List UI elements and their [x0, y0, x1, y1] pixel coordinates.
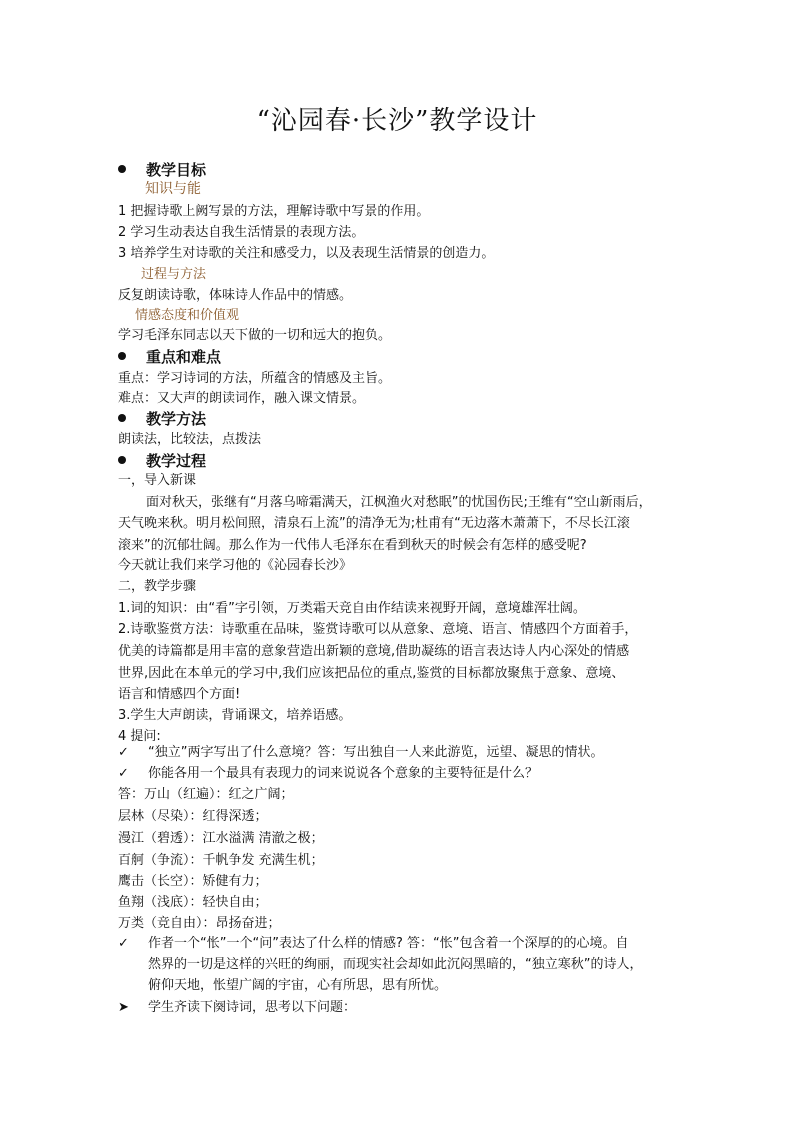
question-3-line-2: 然界的一切是这样的兴旺的绚丽，而现实社会却如此沉闷黑暗的，“独立寒秋”的诗人，	[148, 957, 643, 972]
answer-line: 层林（尽染）：红得深透；	[118, 809, 268, 824]
step-1: 1.词的知识：由“看”字引领，万类霜天竞自由作结读来视野开阔，意境雄浑壮阔。	[118, 601, 586, 616]
key-point-text: 重点：学习诗词的方法，所蕴含的情感及主旨。	[118, 371, 392, 386]
final-instruction: 学生齐读下阕诗词，思考以下问题：	[148, 1000, 357, 1015]
answer-line: 鱼翔（浅底）：轻快自由；	[118, 895, 268, 910]
answer-line: 漫江（碧透）：江水溢满 清澈之极；	[118, 831, 324, 846]
section-process	[118, 451, 206, 471]
answer-line: 万类（竞自由）：昂扬奋进；	[118, 916, 281, 931]
bullet-dot-icon	[118, 456, 126, 464]
intro-line-3: 滚来”的沉郁壮阔。那么作为一代伟人毛泽东在看到秋天的时候会有怎样的感受呢?	[118, 538, 587, 553]
part-two-heading: 二，教学步骤	[118, 579, 197, 594]
subheading-knowledge: 知识与能	[145, 181, 201, 197]
question-3-line-1: 作者一个“怅”一个“问”表达了什么样的情感? 答：“怅”包含着一个深厚的的心境。自	[148, 936, 629, 951]
goal-item-3: 3 培养学生对诗歌的关注和感受力，以及表现生活情景的创造力。	[118, 246, 495, 261]
bullet-dot-icon	[118, 414, 126, 422]
step-2-line-3: 世界,因此在本单元的学习中,我们应该把品位的重点,鉴赏的目标都放聚焦于意象、意境、	[118, 666, 625, 681]
attitude-text: 学习毛泽东同志以天下做的一切和远大的抱负。	[118, 328, 392, 343]
part-one-heading: 一，导入新课	[118, 473, 197, 488]
step-2-line-1: 2.诗歌鉴赏方法：诗歌重在品味，鉴赏诗歌可以从意象、意境、语言、情感四个方面着手，	[118, 622, 638, 637]
subheading-attitude: 情感态度和价值观	[135, 308, 240, 323]
section-key-points	[118, 347, 221, 367]
methods-text: 朗读法，比较法，点拨法	[118, 432, 262, 447]
section-heading: 教学方法	[146, 410, 207, 428]
question-3-line-3: 俯仰天地，怅望广阔的宇宙，心有所思，思有所忧。	[148, 978, 448, 993]
check-mark-icon: ✓	[118, 766, 129, 781]
answer-line: 鹰击（长空）：矫健有力；	[118, 874, 268, 889]
intro-line-1: 面对秋天，张继有“月落乌啼霜满天，江枫渔火对愁眠”的忧国伤民;王维有“空山新雨后，	[146, 495, 652, 510]
difficulty-text: 难点：又大声的朗读词作，融入课文情景。	[118, 391, 366, 406]
step-3: 3.学生大声朗读，背诵课文，培养语感。	[118, 708, 352, 723]
intro-line-4: 今天就让我们来学习他的《沁园春长沙》	[118, 558, 353, 573]
answer-line: 答：万山（红遍）：红之广阔；	[118, 787, 294, 802]
section-heading: 重点和难点	[146, 348, 222, 366]
answer-line: 百舸（争流）：千帆争发 充满生机；	[118, 853, 324, 868]
section-heading: 教学目标	[146, 161, 207, 179]
arrow-bullet-icon: ➤	[118, 1000, 129, 1015]
goal-item-1: 1 把握诗歌上阙写景的方法，理解诗歌中写景的作用。	[118, 204, 430, 219]
question-1: “独立”两字写出了什么意境？答：写出独自一人来此游览，远望、凝思的情状。	[148, 745, 604, 760]
bullet-dot-icon	[118, 165, 126, 173]
process-text: 反复朗读诗歌，体味诗人作品中的情感。	[118, 288, 353, 303]
section-teaching-goals	[118, 160, 206, 180]
bullet-dot-icon	[118, 352, 126, 360]
page-title: “沁园春·长沙”教学设计	[256, 106, 538, 136]
goal-item-2: 2 学习生动表达自我生活情景的表现方法。	[118, 225, 365, 240]
check-mark-icon: ✓	[118, 745, 129, 760]
step-2-line-4: 语言和情感四个方面!	[118, 687, 241, 702]
step-2-line-2: 优美的诗篇都是用丰富的意象营造出新颖的意境,借助凝练的语言表达诗人内心深处的情感	[118, 644, 630, 659]
step-4: 4 提问:	[118, 729, 161, 744]
check-mark-icon: ✓	[118, 936, 129, 951]
intro-line-2: 天气晚来秋。明月松间照，清泉石上流”的清净无为;杜甫有“无边落木萧萧下，不尽长江滚	[118, 516, 630, 531]
section-methods	[118, 409, 206, 429]
section-heading: 教学过程	[146, 452, 207, 470]
question-2: 你能各用一个最具有表现力的词来说说各个意象的主要特征是什么？	[148, 766, 539, 781]
subheading-process: 过程与方法	[141, 267, 207, 282]
